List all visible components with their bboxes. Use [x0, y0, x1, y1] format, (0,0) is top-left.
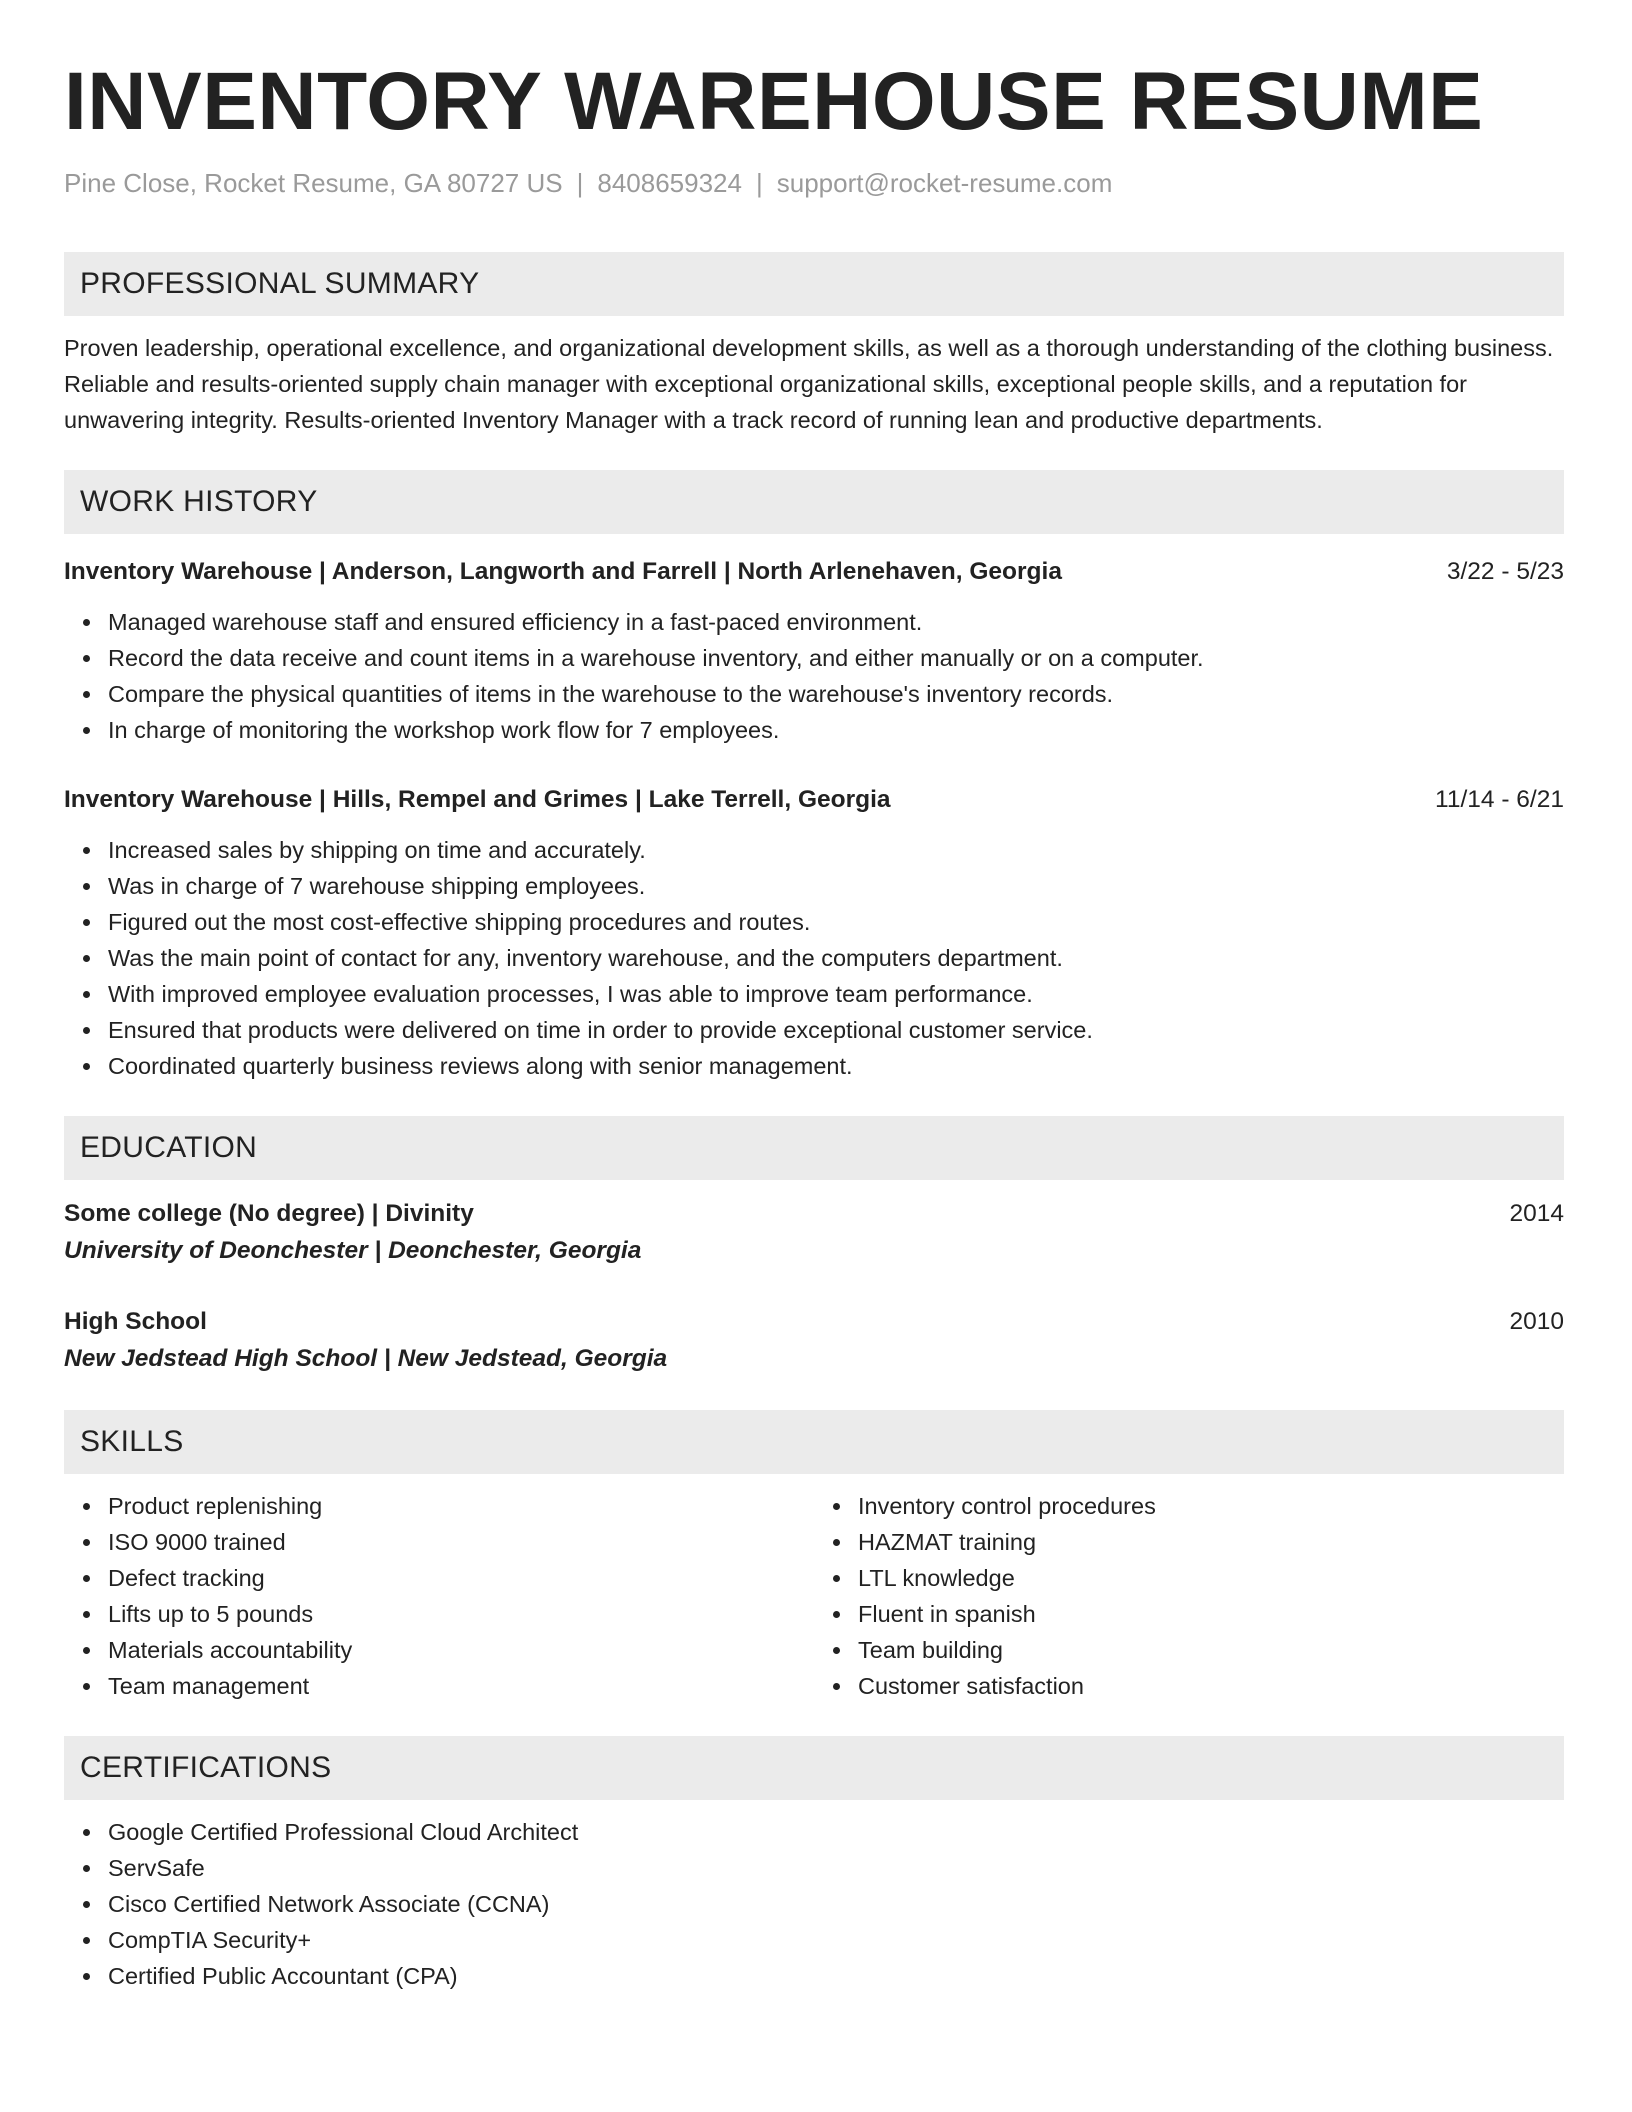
education-entry [64, 1196, 1564, 1270]
skill-item: Lifts up to 5 pounds [108, 1596, 814, 1632]
section-work-history [64, 470, 1564, 1084]
job-bullets [64, 832, 1564, 1084]
section-header-skills: SKILLS [64, 1410, 1564, 1474]
certification-item: Certified Public Accountant (CPA) [108, 1958, 1564, 1994]
education-degree: Some college (No degree) | Divinity [64, 1200, 474, 1227]
skill-item: Team building [858, 1632, 1564, 1668]
job-bullet: Coordinated quarterly business reviews along with senior management. [108, 1048, 1564, 1084]
skill-item: HAZMAT training [858, 1524, 1564, 1560]
section-header-summary: PROFESSIONAL SUMMARY [64, 252, 1564, 316]
section-header-education: EDUCATION [64, 1116, 1564, 1180]
contact-email[interactable]: support@rocket-resume.com [776, 168, 1113, 198]
skills-list-left [64, 1488, 814, 1704]
education-entry [64, 1304, 1564, 1378]
skill-item: Product replenishing [108, 1488, 814, 1524]
certifications-list [64, 1814, 1564, 1994]
section-header-certifications: CERTIFICATIONS [64, 1736, 1564, 1800]
section-certifications [64, 1736, 1564, 1994]
skill-item: Customer satisfaction [858, 1668, 1564, 1704]
skill-item: LTL knowledge [858, 1560, 1564, 1596]
job-bullet: Figured out the most cost-effective shipping procedures and routes. [108, 904, 1564, 940]
skills-list-right [814, 1488, 1564, 1704]
job-dates: 3/22 - 5/23 [1446, 558, 1564, 585]
skills-columns [64, 1488, 1564, 1704]
job-bullet: Ensured that products were delivered on time in order to provide exceptional customer service. [108, 1012, 1564, 1048]
job-bullet: Record the data receive and count items in a warehouse inventory, and either manually or on a computer. [108, 640, 1564, 676]
job-dates: 11/14 - 6/21 [1435, 786, 1564, 813]
section-education [64, 1116, 1564, 1378]
certification-item: ServSafe [108, 1850, 1564, 1886]
job-header [64, 554, 1564, 590]
job-title-line: Inventory Warehouse | Hills, Rempel and Grimes | Lake Terrell, Georgia [64, 786, 891, 813]
summary-text: Proven leadership, operational excellence, and organizational development skills, as well as a thorough understanding of the clothing business. Reliable and results-oriented supply chain manager with exceptional organizational skills, exceptional people skills, and a reputation for unwavering integrity. Results-oriented Inventory Manager with a track record of running lean and productive departments. [64, 335, 1554, 433]
education-degree: High School [64, 1308, 207, 1335]
certification-item: Cisco Certified Network Associate (CCNA) [108, 1886, 1564, 1922]
education-year: 2010 [1509, 1308, 1564, 1335]
job-header [64, 782, 1564, 818]
job-bullet: Was in charge of 7 warehouse shipping employees. [108, 868, 1564, 904]
resume-content [64, 52, 1564, 1994]
education-school: University of Deonchester | Deonchester, Georgia [64, 1237, 642, 1264]
skill-item: Team management [108, 1668, 814, 1704]
contact-separator: | [755, 168, 763, 198]
skill-item: Fluent in spanish [858, 1596, 1564, 1632]
skill-item: Materials accountability [108, 1632, 814, 1668]
job-entry [64, 554, 1564, 748]
contact-separator: | [576, 168, 584, 198]
resume-title: INVENTORY WAREHOUSE RESUME [64, 56, 1484, 147]
skill-item: Inventory control procedures [858, 1488, 1564, 1524]
contact-phone: 8408659324 [597, 168, 742, 198]
skill-item: ISO 9000 trained [108, 1524, 814, 1560]
education-year: 2014 [1509, 1200, 1564, 1227]
job-title-line: Inventory Warehouse | Anderson, Langworth and Farrell | North Arlenehaven, Georgia [64, 558, 1062, 585]
contact-line [64, 166, 1564, 200]
education-header [64, 1304, 1564, 1340]
education-header [64, 1196, 1564, 1232]
certification-item: Google Certified Professional Cloud Architect [108, 1814, 1564, 1850]
job-bullet: Increased sales by shipping on time and accurately. [108, 832, 1564, 868]
contact-address: Pine Close, Rocket Resume, GA 80727 US [64, 168, 563, 198]
job-bullet: In charge of monitoring the workshop work flow for 7 employees. [108, 712, 1564, 748]
job-entry [64, 782, 1564, 1084]
job-bullet: Was the main point of contact for any, inventory warehouse, and the computers department. [108, 940, 1564, 976]
section-header-work-history: WORK HISTORY [64, 470, 1564, 534]
job-bullets [64, 604, 1564, 748]
job-bullet: Managed warehouse staff and ensured efficiency in a fast-paced environment. [108, 604, 1564, 640]
section-skills [64, 1410, 1564, 1704]
job-bullet: Compare the physical quantities of items in the warehouse to the warehouse's inventory records. [108, 676, 1564, 712]
certification-item: CompTIA Security+ [108, 1922, 1564, 1958]
education-school: New Jedstead High School | New Jedstead, Georgia [64, 1345, 668, 1372]
skill-item: Defect tracking [108, 1560, 814, 1596]
job-bullet: With improved employee evaluation processes, I was able to improve team performance. [108, 976, 1564, 1012]
